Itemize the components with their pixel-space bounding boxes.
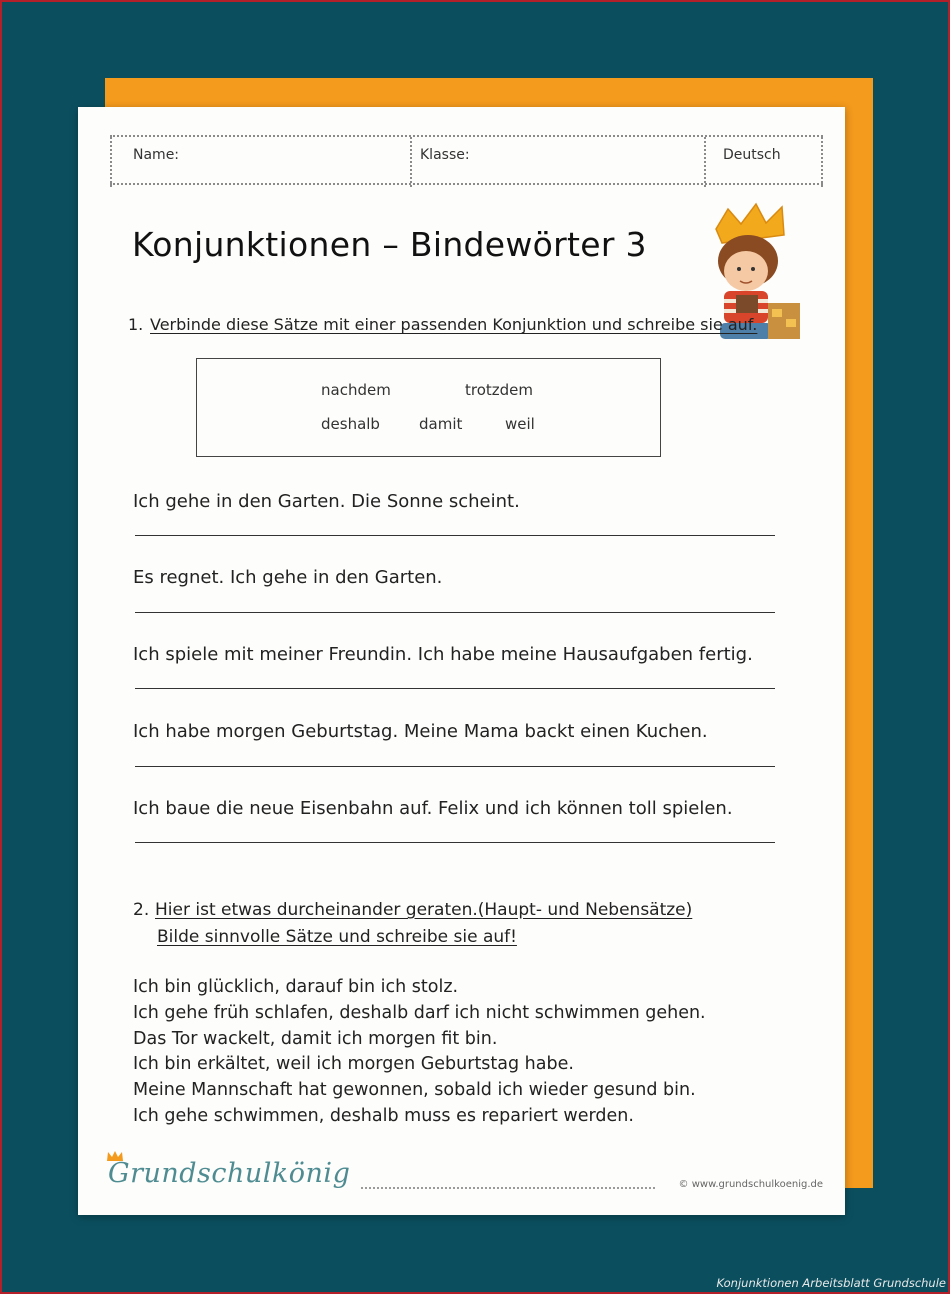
word-option: deshalb [321, 415, 380, 433]
jumbled-sentence: Ich bin glücklich, darauf bin ich stolz. [133, 977, 459, 997]
exercise-sentence: Ich habe morgen Geburtstag. Meine Mama backt einen Kuchen. [133, 721, 708, 742]
worksheet [78, 107, 845, 1215]
answer-line [135, 766, 775, 767]
task-number: 1. [128, 315, 144, 334]
task-number: 2. [133, 900, 150, 920]
header-bottom-rule [110, 183, 823, 185]
jumbled-sentence: Ich gehe früh schlafen, deshalb darf ich nicht schwimmen gehen. [133, 1002, 706, 1023]
task-instruction-text: Verbinde diese Sätze mit einer passenden Konjunktion und schreibe sie auf. [150, 315, 758, 334]
word-option: weil [505, 415, 535, 433]
header-divider [821, 137, 823, 187]
answer-line [135, 842, 775, 843]
subject-label: Deutsch [723, 147, 781, 163]
worksheet-title: Konjunktionen – Bindewörter 3 [132, 225, 647, 264]
header-divider [410, 137, 412, 187]
header-divider [110, 137, 112, 187]
task-instruction-text: Bilde sinnvolle Sätze und schreibe sie auf! [157, 927, 517, 947]
class-field-label: Klasse: [420, 147, 470, 163]
exercise-sentence: Ich baue die neue Eisenbahn auf. Felix und ich können toll spielen. [133, 798, 733, 819]
image-caption: Konjunktionen Arbeitsblatt Grundschule [716, 1276, 946, 1290]
word-option: damit [419, 415, 463, 433]
answer-line [135, 688, 775, 689]
conjunction-word-box [196, 358, 661, 457]
name-field-label: Name: [133, 147, 180, 163]
footer-dotted-rule [361, 1187, 655, 1189]
word-option: nachdem [321, 381, 391, 399]
task-2-instruction-line-2 [157, 927, 517, 947]
grundschulkoenig-logo: Grundschulkönig [108, 1158, 351, 1189]
exercise-sentence: Ich gehe in den Garten. Die Sonne scheint. [133, 491, 520, 512]
jumbled-sentence: Ich gehe schwimmen, deshalb muss es repariert werden. [133, 1105, 634, 1126]
exercise-sentence: Ich spiele mit meiner Freundin. Ich habe meine Hausaufgaben fertig. [133, 644, 753, 665]
header-top-rule [110, 135, 823, 137]
task-2-instruction [133, 900, 692, 920]
jumbled-sentence: Ich bin erkältet, weil ich morgen Geburtstag habe. [133, 1054, 574, 1075]
task-1-instruction [128, 315, 757, 334]
answer-line [135, 535, 775, 536]
jumbled-sentence: Meine Mannschaft hat gewonnen, sobald ich wieder gesund bin. [133, 1080, 696, 1101]
copyright-notice: © www.grundschulkoenig.de [678, 1179, 823, 1190]
word-option: trotzdem [465, 381, 534, 399]
header-divider [704, 137, 706, 187]
jumbled-sentence: Das Tor wackelt, damit ich morgen fit bin. [133, 1028, 498, 1049]
exercise-sentence: Es regnet. Ich gehe in den Garten. [133, 567, 443, 588]
jumbled-sentences [133, 975, 706, 1130]
answer-line [135, 612, 775, 613]
task-instruction-text: Hier ist etwas durcheinander geraten.(Haupt- und Nebensätze) [155, 900, 693, 920]
